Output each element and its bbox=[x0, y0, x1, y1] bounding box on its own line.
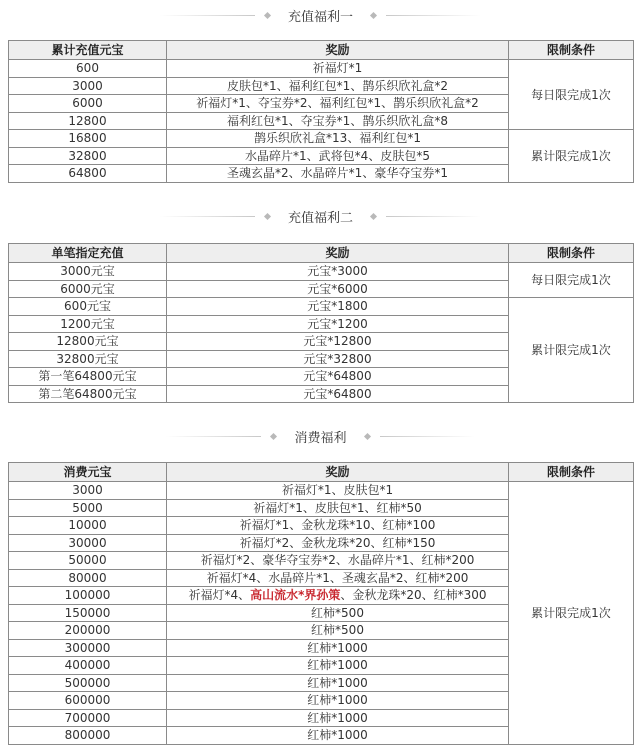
reward-cell: 元宝*12800 bbox=[167, 333, 509, 351]
diamond-icon bbox=[370, 11, 377, 18]
reward-cell: 红柿*1000 bbox=[167, 674, 509, 692]
header-cell: 奖励 bbox=[167, 41, 509, 60]
header-cell: 单笔指定充值 bbox=[9, 244, 167, 263]
amount-cell: 32800 bbox=[9, 147, 167, 165]
table-row bbox=[9, 263, 634, 281]
amount-cell: 30000 bbox=[9, 534, 167, 552]
reward-text: 祈福灯*4、 bbox=[188, 588, 251, 603]
reward-cell: 圣魂玄晶*2、水晶碎片*1、豪华夺宝券*1 bbox=[167, 165, 509, 183]
amount-cell: 3000 bbox=[9, 482, 167, 500]
divider-line bbox=[380, 436, 475, 437]
reward-cell: 元宝*1200 bbox=[167, 315, 509, 333]
reward-cell: 福利红包*1、夺宝券*1、鹊乐织欣礼盒*8 bbox=[167, 112, 509, 130]
limit-cell: 累计限完成1次 bbox=[509, 482, 634, 745]
recharge-benefit-table-2 bbox=[8, 243, 634, 403]
divider-line bbox=[386, 15, 481, 16]
reward-cell: 元宝*1800 bbox=[167, 298, 509, 316]
reward-cell: 红柿*1000 bbox=[167, 692, 509, 710]
amount-cell: 300000 bbox=[9, 639, 167, 657]
limit-cell: 每日限完成1次 bbox=[509, 263, 634, 298]
amount-cell: 5000 bbox=[9, 499, 167, 517]
amount-cell: 500000 bbox=[9, 674, 167, 692]
limit-cell: 累计限完成1次 bbox=[509, 298, 634, 403]
table-header-row bbox=[9, 41, 634, 60]
header-cell: 奖励 bbox=[167, 244, 509, 263]
reward-cell: 水晶碎片*1、武将包*4、皮肤包*5 bbox=[167, 147, 509, 165]
amount-cell: 200000 bbox=[9, 622, 167, 640]
consumption-benefit-table bbox=[8, 462, 634, 745]
amount-cell: 600000 bbox=[9, 692, 167, 710]
section-heading: 消费福利 bbox=[294, 430, 347, 446]
diamond-icon bbox=[270, 432, 277, 439]
reward-cell: 祈福灯*2、金秋龙珠*20、红柿*150 bbox=[167, 534, 509, 552]
header-cell: 限制条件 bbox=[509, 41, 634, 60]
limit-cell: 累计限完成1次 bbox=[509, 130, 634, 183]
amount-cell: 700000 bbox=[9, 709, 167, 727]
amount-cell: 32800元宝 bbox=[9, 350, 167, 368]
amount-cell: 80000 bbox=[9, 569, 167, 587]
reward-cell: 祈福灯*1、夺宝券*2、福利红包*1、鹊乐织欣礼盒*2 bbox=[167, 95, 509, 113]
reward-cell: 元宝*64800 bbox=[167, 368, 509, 386]
amount-cell: 6000 bbox=[9, 95, 167, 113]
reward-cell: 鹊乐织欣礼盒*13、福利红包*1 bbox=[167, 130, 509, 148]
header-cell: 奖励 bbox=[167, 463, 509, 482]
reward-cell: 红柿*1000 bbox=[167, 727, 509, 745]
reward-cell: 红柿*1000 bbox=[167, 639, 509, 657]
amount-cell: 400000 bbox=[9, 657, 167, 675]
divider-line bbox=[160, 216, 255, 217]
reward-cell: 红柿*1000 bbox=[167, 709, 509, 727]
reward-cell: 祈福灯*1 bbox=[167, 60, 509, 78]
table-row bbox=[9, 298, 634, 316]
reward-cell: 红柿*500 bbox=[167, 622, 509, 640]
table-header-row bbox=[9, 463, 634, 482]
amount-cell: 第一笔64800元宝 bbox=[9, 368, 167, 386]
reward-cell: 元宝*3000 bbox=[167, 263, 509, 281]
amount-cell: 600 bbox=[9, 60, 167, 78]
reward-cell bbox=[167, 587, 509, 605]
reward-cell: 祈福灯*4、水晶碎片*1、圣魂玄晶*2、红柿*200 bbox=[167, 569, 509, 587]
limit-cell: 每日限完成1次 bbox=[509, 60, 634, 130]
amount-cell: 10000 bbox=[9, 517, 167, 535]
amount-cell: 3000 bbox=[9, 77, 167, 95]
amount-cell: 64800 bbox=[9, 165, 167, 183]
amount-cell: 3000元宝 bbox=[9, 263, 167, 281]
reward-cell: 元宝*32800 bbox=[167, 350, 509, 368]
amount-cell: 16800 bbox=[9, 130, 167, 148]
header-cell: 限制条件 bbox=[509, 244, 634, 263]
recharge-benefit-table-1 bbox=[8, 40, 634, 183]
reward-cell: 红柿*500 bbox=[167, 604, 509, 622]
section-heading: 充值福利二 bbox=[287, 210, 353, 226]
divider-line bbox=[160, 15, 255, 16]
header-cell: 限制条件 bbox=[509, 463, 634, 482]
reward-cell: 祈福灯*1、皮肤包*1、红柿*50 bbox=[167, 499, 509, 517]
diamond-icon bbox=[363, 432, 370, 439]
amount-cell: 100000 bbox=[9, 587, 167, 605]
section-title-2 bbox=[0, 206, 641, 226]
reward-text: 、金秋龙珠*20、红柿*300 bbox=[340, 588, 487, 603]
divider-line bbox=[386, 216, 481, 217]
section-heading: 充值福利一 bbox=[287, 9, 353, 25]
divider-line bbox=[166, 436, 261, 437]
amount-cell: 第二笔64800元宝 bbox=[9, 385, 167, 403]
header-cell: 累计充值元宝 bbox=[9, 41, 167, 60]
header-cell: 消费元宝 bbox=[9, 463, 167, 482]
diamond-icon bbox=[370, 212, 377, 219]
diamond-icon bbox=[264, 212, 271, 219]
amount-cell: 50000 bbox=[9, 552, 167, 570]
table-header-row bbox=[9, 244, 634, 263]
amount-cell: 1200元宝 bbox=[9, 315, 167, 333]
amount-cell: 800000 bbox=[9, 727, 167, 745]
table-row bbox=[9, 60, 634, 78]
section-title-3 bbox=[0, 426, 641, 446]
reward-cell: 元宝*64800 bbox=[167, 385, 509, 403]
amount-cell: 6000元宝 bbox=[9, 280, 167, 298]
table-row bbox=[9, 130, 634, 148]
amount-cell: 600元宝 bbox=[9, 298, 167, 316]
table-row bbox=[9, 482, 634, 500]
amount-cell: 150000 bbox=[9, 604, 167, 622]
reward-cell: 元宝*6000 bbox=[167, 280, 509, 298]
section-title-1 bbox=[0, 5, 641, 25]
reward-cell: 祈福灯*2、豪华夺宝券*2、水晶碎片*1、红柿*200 bbox=[167, 552, 509, 570]
reward-cell: 红柿*1000 bbox=[167, 657, 509, 675]
amount-cell: 12800元宝 bbox=[9, 333, 167, 351]
reward-cell: 皮肤包*1、福利红包*1、鹊乐织欣礼盒*2 bbox=[167, 77, 509, 95]
amount-cell: 12800 bbox=[9, 112, 167, 130]
diamond-icon bbox=[264, 11, 271, 18]
highlighted-reward: 高山流水*界孙策 bbox=[250, 588, 341, 603]
reward-cell: 祈福灯*1、金秋龙珠*10、红柿*100 bbox=[167, 517, 509, 535]
reward-cell: 祈福灯*1、皮肤包*1 bbox=[167, 482, 509, 500]
